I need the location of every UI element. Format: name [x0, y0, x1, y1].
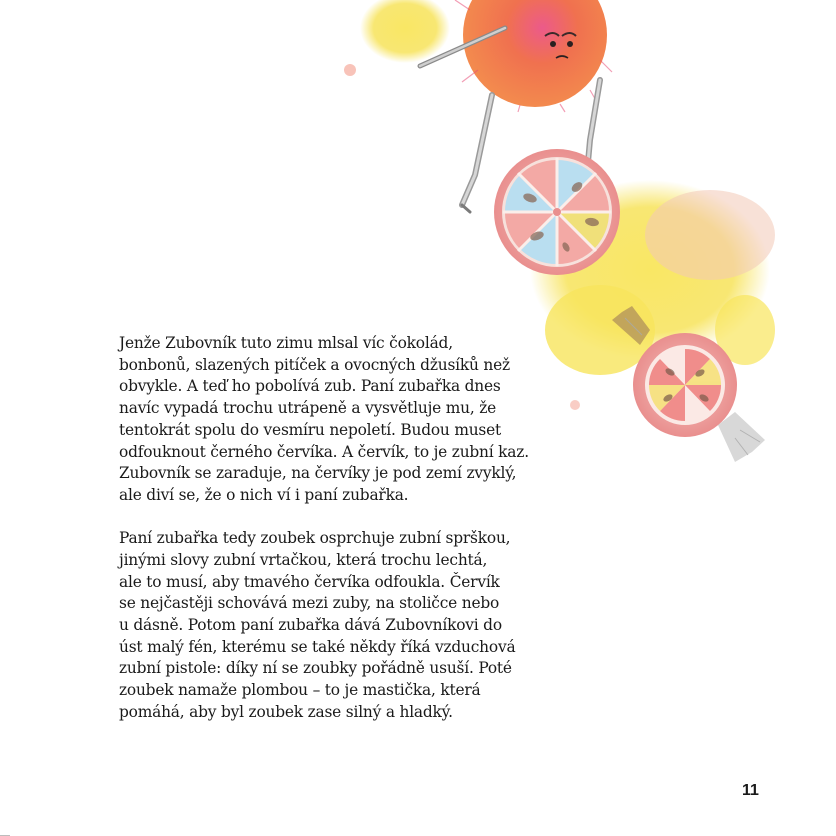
text-line: úst malý fén, kterému se také někdy říká vzduchová [119, 637, 516, 656]
text-line: tentokrát spolu do vesmíru nepoletí. Budou muset [119, 420, 502, 439]
text-line: obvykle. A teď ho pobolívá zub. Paní zubařka dnes [119, 377, 501, 396]
text-line: ale diví se, že o nich ví i paní zubařka. [119, 485, 409, 504]
fuzzy-creature-character [420, 0, 612, 212]
paragraph-1 [119, 333, 589, 507]
wrapped-candy [612, 306, 765, 462]
page-number: 11 [742, 782, 759, 799]
text-line: jinými slovy zubní vrtačkou, která trochu lechtá, [119, 550, 488, 569]
text-line: u dásně. Potom paní zubařka dává Zubovníkovi do [119, 615, 502, 634]
body-text [119, 333, 589, 723]
text-line: pomáhá, aby byl zoubek zase silný a hladký. [119, 702, 453, 721]
text-line: ale to musí, aby tmavého červíka odfoukla. Červík [119, 572, 500, 591]
text-line: Jenže Zubovník tuto zimu mlsal víc čokolád, [119, 334, 453, 352]
text-line: zoubek namaže plombou – to je mastička, která [119, 681, 481, 700]
paragraph-2 [119, 528, 589, 723]
text-line: navíc vypadá trochu utrápeně a vysvětluje mu, že [119, 399, 497, 418]
text-line: Zubovník se zaraduje, na červíky je pod zemí zvyklý, [119, 464, 517, 483]
text-line: bonbonů, slazených pitíček a ovocných džusíků než [119, 355, 510, 374]
citrus-candy-slice [494, 149, 620, 275]
text-line: Paní zubařka tedy zoubek osprchuje zubní sprškou, [119, 529, 511, 548]
text-line: se nejčastěji schovává mezi zuby, na stoličce nebo [119, 594, 500, 613]
text-line: zubní pistole: díky ní se zoubky pořádně usuší. Poté [119, 659, 512, 678]
text-line: odfouknout černého červíka. A červík, to je zubní kaz. [119, 442, 529, 461]
